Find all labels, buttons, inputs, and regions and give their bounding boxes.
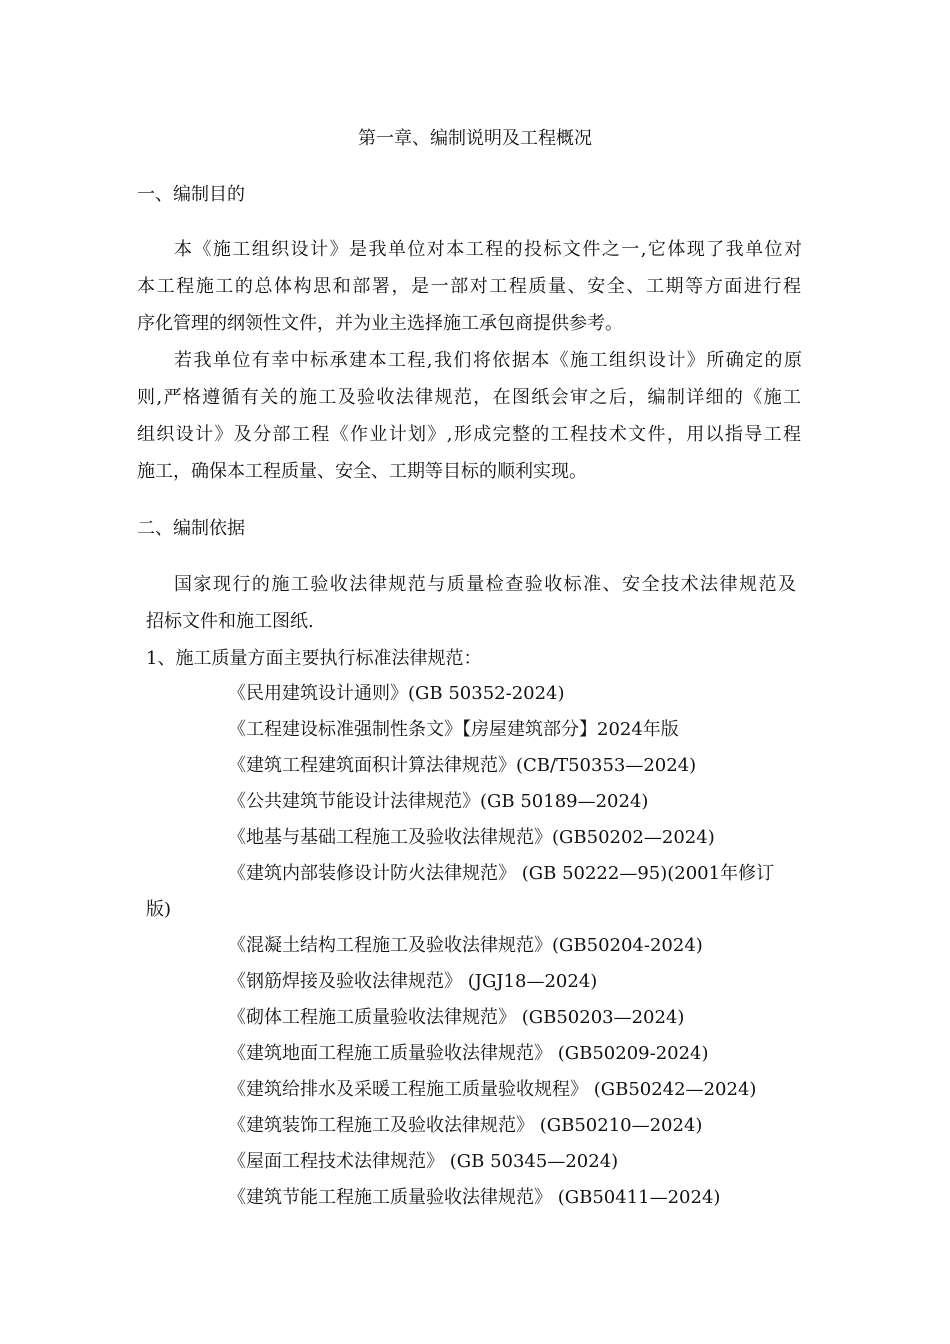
paragraph-line: 施工，确保本工程质量、安全、工期等目标的顺利实现。: [137, 461, 587, 482]
chapter-title: 第一章、编制说明及工程概况: [358, 128, 592, 149]
standard-item: 《砌体工程施工质量验收法律规范》 (GB50203—2024): [228, 1007, 685, 1028]
standard-item: 《屋面工程技术法律规范》 (GB 50345—2024): [228, 1151, 619, 1172]
standard-item: 《建筑地面工程施工质量验收法律规范》 (GB50209-2024): [228, 1043, 709, 1064]
paragraph-line: 则,严格遵循有关的施工及验收法律规范，在图纸会审之后，编制详细的《施工: [137, 387, 801, 408]
subheading-quality-standards: 1、施工质量方面主要执行标准法律规范：: [146, 648, 482, 669]
standard-item: 《地基与基础工程施工及验收法律规范》(GB50202—2024): [228, 827, 715, 848]
standard-item: 《钢筋焊接及验收法律规范》 (JGJ18—2024): [228, 971, 598, 992]
paragraph-line: 招标文件和施工图纸.: [146, 611, 314, 632]
standard-item: 《混凝土结构工程施工及验收法律规范》(GB50204-2024): [228, 935, 703, 956]
paragraph-line: 组织设计》及分部工程《作业计划》,形成完整的工程技术文件，用以指导工程: [137, 424, 801, 445]
standard-item: 《建筑给排水及采暖工程施工质量验收规程》 (GB50242—2024): [228, 1079, 757, 1100]
standard-item: 《民用建筑设计通则》(GB 50352-2024): [228, 683, 565, 704]
standard-item: 《工程建设标准强制性条文》【房屋建筑部分】2024年版: [228, 719, 679, 740]
standard-item: 《建筑节能工程施工质量验收法律规范》 (GB50411—2024): [228, 1187, 721, 1208]
standard-item: 《建筑内部装修设计防火法律规范》 (GB 50222—95)(2001年修订: [228, 863, 775, 884]
standard-item: 《建筑工程建筑面积计算法律规范》(CB/T50353—2024): [228, 755, 697, 776]
paragraph-line: 国家现行的施工验收法律规范与质量检查验收标准、安全技术法律规范及: [174, 574, 796, 595]
paragraph-line: 本工程施工的总体构思和部署，是一部对工程质量、安全、工期等方面进行程: [137, 276, 801, 297]
paragraph-line: 序化管理的纲领性文件，并为业主选择施工承包商提供参考。: [137, 313, 623, 334]
paragraph-line: 本《施工组织设计》是我单位对本工程的投标文件之一,它体现了我单位对: [174, 239, 802, 260]
standard-item: 《公共建筑节能设计法律规范》(GB 50189—2024): [228, 791, 649, 812]
paragraph-line: 若我单位有幸中标承建本工程,我们将依据本《施工组织设计》所确定的原: [174, 350, 802, 371]
standard-item: 《建筑装饰工程施工及验收法律规范》 (GB50210—2024): [228, 1115, 703, 1136]
section-heading-basis: 二、编制依据: [137, 518, 245, 539]
standard-item-continuation: 版): [146, 899, 172, 920]
section-heading-purpose: 一、编制目的: [137, 184, 245, 205]
